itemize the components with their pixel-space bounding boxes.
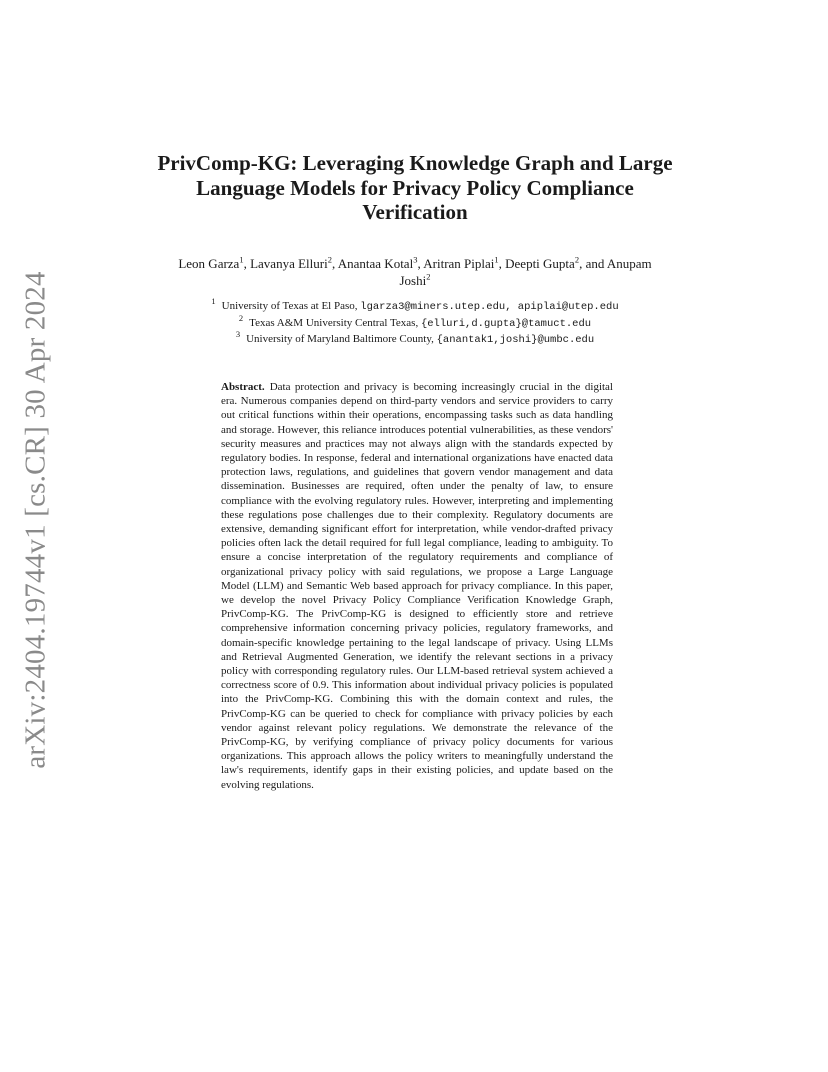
abstract — [221, 380, 613, 792]
abstract-text: Data protection and privacy is becoming increasingly crucial in the digital era. Numerous companies depend on third-party vendors and service providers to carry out critical functions within their operations, encompassing tasks such as data handling and storage. However, this reliance introduces potential vulnerabilities, as these vendors' security measures and practices may not always align with the standards expected by regulatory bodies. In response, federal and international organizations have enacted data protection laws, regulations, and guidelines that govern vendor management and data dissemination. Businesses are required, often under the penalty of law, to ensure compliance with the evolving regulatory rules. However, interpreting and implementing these regulations pose challenges due to their complexity. Regulatory documents are extensive, demanding significant effort for interpretation, while vendor-drafted privacy policies often lack the detail required for full legal compliance, leading to ambiguity. To ensure a concise interpretation of the regulatory requirements and compliance of organizational privacy policy with said regulations, we propose a Large Language Model (LLM) and Semantic Web based approach for privacy compliance. In this paper, we develop the novel Privacy Policy Compliance Verification Knowledge Graph, PrivComp-KG. The PrivComp-KG is designed to efficiently store and retrieve comprehensive information concerning privacy policies, regulatory frameworks, and domain-specific knowledge pertaining to the legal landscape of privacy. Using LLMs and Retrieval Augmented Generation, we identify the relevant sections in a privacy policy with corresponding regulatory rules. Our LLM-based retrieval system achieved a correctness score of 0.9. This information about individual privacy policies is populated into the PrivComp-KG. Combining this with the domain context and rules, the PrivComp-KG can be queried to check for compliance with privacy policies by each vendor against relevant policy regulations. We demonstrate the relevance of the PrivComp-KG, by verifying compliance of privacy policy documents for various organizations. This approach allows the policy writers to meaningfully understand the law's requirements, identify gaps in their existing policies, and update based on the evolving regulations. — [221, 381, 613, 791]
author-list: Leon Garza$^1$, Lavanya Elluri$^2$, Anantaa Kotal$^3$, Aritran Piplai$^1$, Deepti Gupta$^2$, and Anupam Joshi$^2$ — [178, 254, 652, 288]
affiliation: $^2$ Texas A&M University Central Texas, {elluri,d.gupta}@tamuct.edu — [238, 312, 592, 330]
affiliations — [150, 296, 680, 349]
author: Aritran Piplai$^1$ — [423, 254, 499, 271]
author: Leon Garza$^1$ — [178, 254, 244, 271]
email: {anantak1,joshi}@umbc.edu — [436, 334, 595, 346]
email: lgarza3@miners.utep.edu, apiplai@utep.edu — [360, 301, 619, 313]
author: Anantaa Kotal$^3$ — [337, 254, 418, 271]
email: {elluri,d.gupta}@tamuct.edu — [420, 317, 592, 330]
author: Anupam Joshi$^2$ — [399, 256, 652, 288]
paper-title: PrivComp-KG: Leveraging Knowledge Graph and Large Language Models for Privacy Policy Compliance Verification — [157, 151, 673, 224]
affiliation: $^3$ University of Maryland Baltimore County, {anantak1,joshi}@umbc.edu — [235, 329, 595, 346]
arxiv-identifier-stamp: arXiv:2404.19744v1 [cs.CR] 30 Apr 2024 — [19, 271, 52, 769]
author: Lavanya Elluri$^2$ — [250, 254, 332, 271]
abstract-label: Abstract. — [221, 381, 265, 393]
affiliation: $^1$ University of Texas at El Paso, lgarza3@miners.utep.edu, apiplai@utep.edu — [211, 296, 619, 313]
author: Deepti Gupta$^2$ — [505, 254, 580, 271]
